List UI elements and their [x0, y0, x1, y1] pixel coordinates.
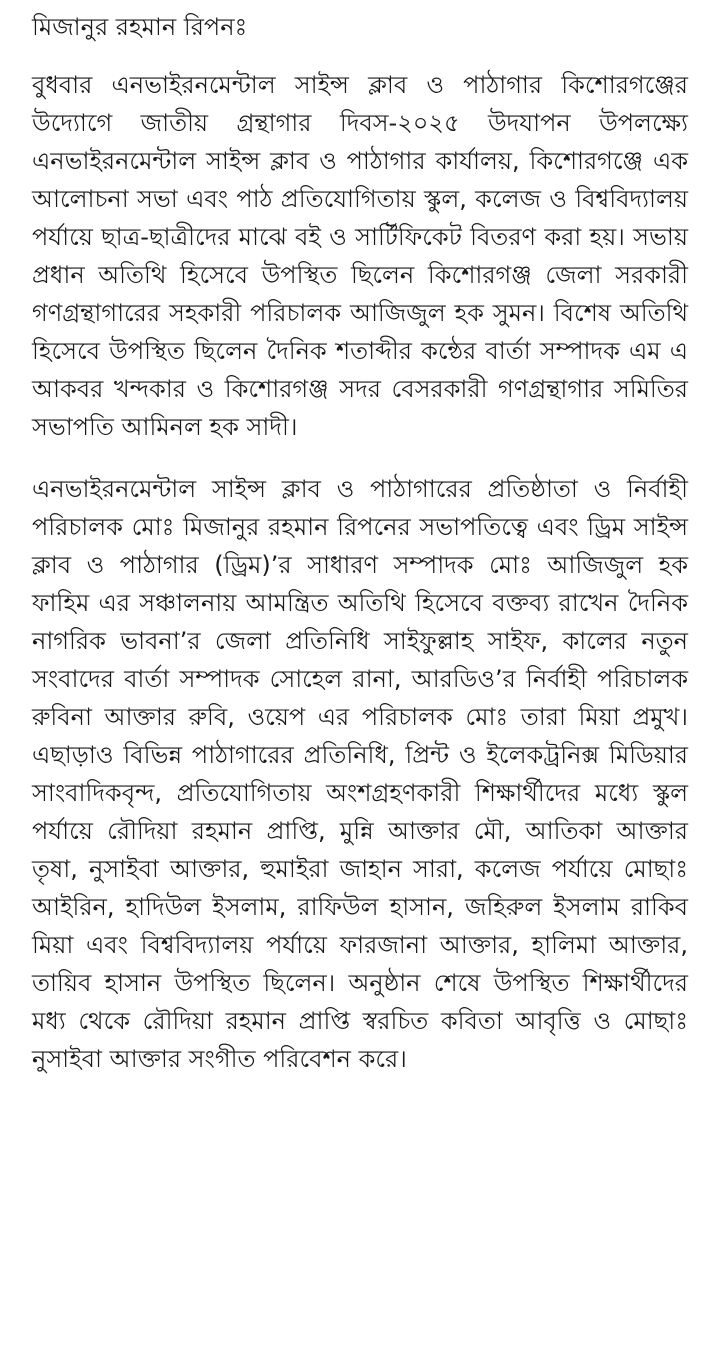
article-paragraph-2: এনভাইরনমেন্টাল সাইন্স ক্লাব ও পাঠাগারের প্রতিষ্ঠাতা ও নির্বাহী পরিচালক মোঃ মিজানুর রহমান রিপনের সভাপতিত্বে এবং ড্রিম সাইন্স ক্লাব ও পাঠাগার (ড্রিম)’র সাধারণ সম্পাদক মোঃ আজিজুল হক ফাহিম এর সঞ্চালনায় আমন্ত্রিত অতিথি হিসেবে বক্তব্য রাখেন দৈনিক নাগরিক ভাবনা’র জেলা প্রতিনিধি সাইফুল্লাহ সাইফ, কালের নতুন সংবাদের বার্তা সম্পাদক সোহেল রানা, আরডিও’র নির্বাহী পরিচালক রুবিনা আক্তার রুবি, ওয়েপ এর পরিচালক মোঃ তারা মিয়া প্রমুখ। এছাড়াও বিভিন্ন পাঠাগারের প্রতিনিধি, প্রিন্ট ও ইলেকট্রনিক্স মিডিয়ার সাংবাদিকবৃন্দ, প্রতিযোগিতায় অংশগ্রহণকারী শিক্ষার্থীদের মধ্যে স্কুল পর্যায়ে রৌদিয়া রহমান প্রাপ্তি, মুন্নি আক্তার মৌ, আতিকা আক্তার তৃষা, নুসাইবা আক্তার, হুমাইরা জাহান সারা, কলেজ পর্যায়ে মোছাঃ আইরিন, হাদিউল ইসলাম, রাফিউল হাসান, জহিরুল ইসলাম রাকিব মিয়া এবং বিশ্ববিদ্যালয় পর্যায়ে ফারজানা আক্তার, হালিমা আক্তার, তায়িব হাসান উপস্থিত ছিলেন। অনুষ্ঠান শেষে উপস্থিত শিক্ষার্থীদের মধ্য থেকে রৌদিয়া রহমান প্রাপ্তি স্বরচিত কবিতা আবৃত্তি ও মোছাঃ নুসাইবা আক্তার সংগীত পরিবেশন করে।	[32, 475, 688, 1073]
article-paragraph-1: বুধবার এনভাইরনমেন্টাল সাইন্স ক্লাব ও পাঠাগার কিশোরগঞ্জের উদ্যোগে জাতীয় গ্রন্থাগার দিবস-২০২৫ উদযাপন উপলক্ষ্যে এনভাইরনমেন্টাল সাইন্স ক্লাব ও পাঠাগার কার্যালয়, কিশোরগঞ্জে এক আলোচনা সভা এবং পাঠ প্রতিযোগিতায় স্কুল, কলেজ ও বিশ্ববিদ্যালয় পর্যায়ে ছাত্র-ছাত্রীদের মাঝে বই ও সার্টিফিকেট বিতরণ করা হয়। সভায় প্রধান অতিথি হিসেবে উপস্থিত ছিলেন কিশোরগঞ্জ জেলা সরকারী গণগ্রন্থাগারের সহকারী পরিচালক আজিজুল হক সুমন। বিশেষ অতিথি হিসেবে উপস্থিত ছিলেন দৈনিক শতাব্দীর কন্ঠের বার্তা সম্পাদক এম এ আকবর খন্দকার ও কিশোরগঞ্জ সদর বেসরকারী গণগ্রন্থাগার সমিতির সভাপতি আমিনল হক সাদী।	[32, 71, 688, 441]
article-byline: মিজানুর রহমান রিপনঃ	[32, 13, 248, 41]
